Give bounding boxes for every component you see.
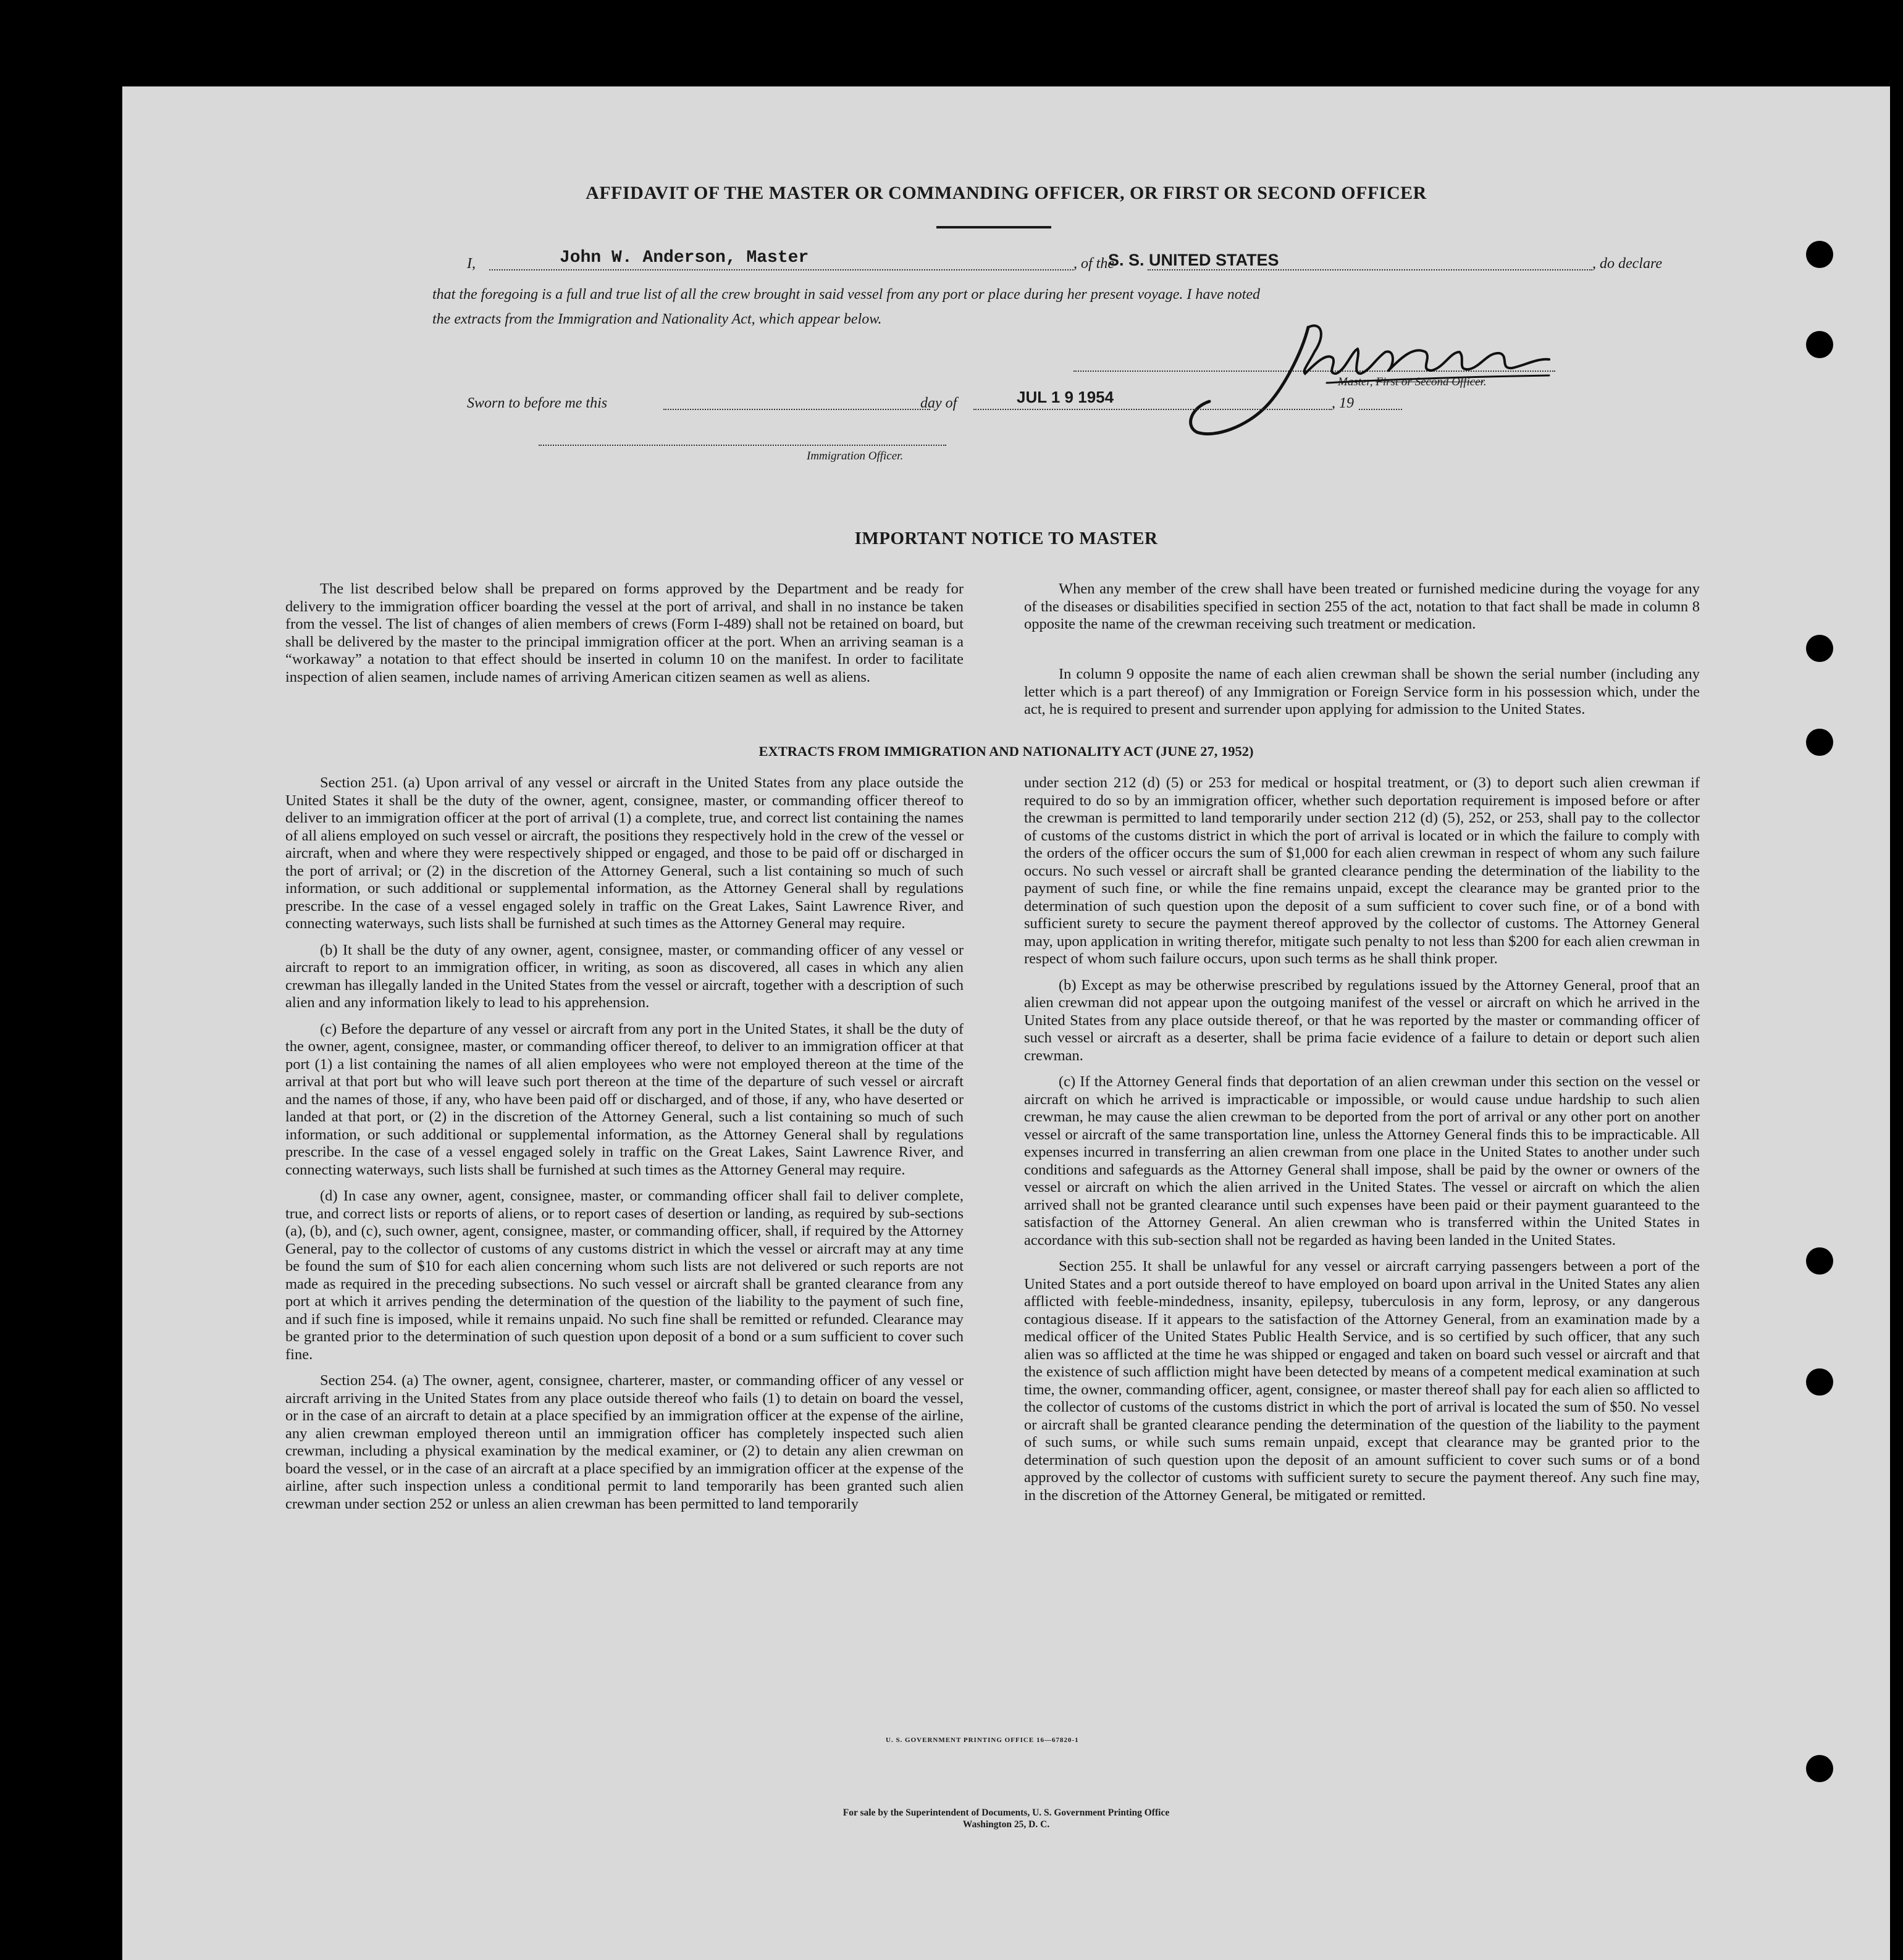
declaration-line-2: the extracts from the Immigration and Nationality Act, which appear below. [432,311,882,327]
immigration-officer-caption: Immigration Officer. [807,450,904,463]
notice-right-paragraph-1: When any member of the crew shall have been treated or furnished medicine during the voyage for any of the diseases or disabilities specified in section 255 of the act, notation to that fact shall be made in column 8 opposite the name of the crewman receiving such treatment or medication. [1024,580,1700,632]
declaration-line-1: that the foregoing is a full and true list of all the crew brought in said vessel from any port or place during her present voyage. I have noted [432,287,1261,303]
sale-notice [122,1807,1890,1830]
binder-hole [1806,635,1833,662]
section-251-d: (d) In case any owner, agent, consignee, master, or commanding officer shall fail to deliver complete, true, and correct lists or reports of aliens, or to report cases of desertion or landing, as required by sub-sections (a), (b), and (c), such owner, agent, consignee, master, or commanding officer, shall, if required by the Attorney General, pay to the collector of customs of any customs district in which the vessel or aircraft may at any time be found the sum of $10 for each alien concerning whom such lists are not delivered or such reports are not made as required in the preceding subsections. No such vessel or aircraft shall be granted clearance from any port at which it arrives pending the determination of the question of the liability to the payment of such fine, and if such fine is imposed, while it remains unpaid. No such fine shall be remitted or refunded. Clearance may be granted prior to the determination of such question upon deposit of a bond or a sum sufficient to cover such fine. [285,1187,964,1363]
section-254-a-continued: under section 212 (d) (5) or 253 for medical or hospital treatment, or (3) to deport such alien crewman if required to do so by an immigration officer, whether such deportation requirement is imposed before or after the crewman is permitted to land temporarily under section 212 (d) (5), 252, or 253, shall pay to the collector of customs of the customs district in which the port of arrival is located or in which the failure to comply with the orders of the officer occurs the sum of $1,000 for each alien crewman in respect of whom any such failure occurs. No such vessel or aircraft shall be granted clearance pending the determination of the liability to the payment of such fine, or while the fine remains unpaid, except the clearance may be granted prior to the determination of such question upon the deposit of a sum sufficient to cover such fine, or of a bond with sufficient surety to secure the payment thereof approved by the collector of customs. The Attorney General may, upon application in writing therefor, mitigate such penalty to not less than $200 for each alien crewman in respect of whom such failure occurs, upon such terms as he shall think proper. [1024,774,1700,967]
day-of-label: day of [920,395,957,411]
section-254-a: Section 254. (a) The owner, agent, consignee, charterer, master, or commanding officer of any vessel or aircraft arriving in the United States from any place outside thereof who fails (1) to detain on board the vessel, or in the case of an aircraft to detain at a place specified by an immigration officer at the expense of the airline, any alien crewman employed thereon until an immigration officer has completely inspected such alien crewman, including a physical examination by the medical examiner, or (2) to detain any alien crewman on board the vessel, or in the case of an aircraft at a place specified by an immigration officer at the expense of the airline, after such inspection unless a conditional permit to land temporarily has been granted such alien crewman under section 252 or unless an alien crewman has been permitted to land temporarily [285,1372,964,1512]
signer-title-caption [1338,375,1487,389]
binder-hole [1806,1755,1833,1782]
binder-hole [1806,241,1833,268]
binder-hole [1806,1368,1833,1396]
binder-hole [1806,331,1833,358]
section-251-a: Section 251. (a) Upon arrival of any vessel or aircraft in the United States from any place outside the United States it shall be the duty of the owner, agent, consignee, master, or commanding officer thereof to deliver to an immigration officer at the port of arrival (1) a complete, true, and correct list containing the names of all aliens employed on such vessel or aircraft, the positions they respectively hold in the crew of the vessel or aircraft, when and where they were respectively shipped or engaged, and those to be paid off or discharged in the port of arrival; or (2) in the discretion of the Attorney General, such a list containing so much of such information, or such additional or supplemental information, as the Attorney General shall by regulations prescribe. In the case of a vessel engaged solely in traffic on the Great Lakes, Saint Lawrence River, and connecting waterways, such lists shall be furnished at such times as the Attorney General may require. [285,774,964,932]
vessel-name-value: S. S. UNITED STATES [1108,251,1279,269]
notice-right-paragraph-2: In column 9 opposite the name of each alien crewman shall be shown the serial number (including any letter which is a part thereof) of any Immigration or Foreign Service form in his possession which, under the act, he is required to present and surrender upon applying for admission to the United States. [1024,666,1700,718]
section-251-b: (b) It shall be the duty of any owner, agent, consignee, master, or commanding officer of any vessel or aircraft to report to an immigration officer, in writing, as soon as discovered, all cases in which any alien crewman has illegally landed in the United States from the vessel or aircraft, together with a description of such alien and any information likely to lead to his apprehension. [285,941,964,1011]
section-251-c: (c) Before the departure of any vessel or aircraft from any port in the United States, it shall be the duty of the owner, agent, consignee, master, or commanding officer thereof, to deliver to an immigration officer at that port (1) a list containing the names of all alien employees who were not employed thereon at the time of the arrival at that port but who will leave such port thereon at the time of the departure of such vessel or aircraft and the names of those, if any, who have been paid off or discharged, and of those, if any, who have deserted or landed at that port, or (2) in the discretion of the Attorney General, such a list containing so much of such information, or such additional or supplemental information, as the Attorney General shall by regulations prescribe. In the case of a vessel engaged solely in traffic on the Great Lakes, Saint Lawrence River, and connecting waterways, such lists shall be furnished at such times as the Attorney General may require. [285,1020,964,1178]
section-254-c: (c) If the Attorney General finds that deportation of an alien crewman under this section on the vessel or aircraft on which he arrived is impracticable or impossible, or would cause undue hardship to such alien crewman, he may cause the alien crewman to be deported from the port of arrival or any other port on another vessel or aircraft of the same transportation line, unless the Attorney General finds this to be impracticable. All expenses incurred in transferring an alien crewman from one place in the United States to another under such conditions and safeguards as the Attorney General shall impose, shall be paid by the owner or owners of the vessel or aircraft on which the alien arrived in the United States. The vessel or aircraft on which the alien arrived shall not be granted clearance until such expenses have been paid or their payment guaranteed to the satisfaction of the Attorney General. An alien crewman who is transferred within the United States in accordance with this sub-section shall not be regarded as having been landed in the United States. [1024,1073,1700,1249]
extracts-left-column [285,774,964,1522]
sworn-day-line [663,409,930,410]
sworn-year-line [1359,409,1402,410]
i-label: I, [467,256,476,272]
printing-office-code: U. S. GOVERNMENT PRINTING OFFICE 16—67820-1 [886,1736,1079,1744]
signer-end-label: . [1483,375,1487,388]
date-stamp: JUL 1 9 1954 [1017,388,1114,406]
binder-hole [1806,1247,1833,1275]
sworn-label: Sworn to before me this [467,395,608,411]
name-field-line [489,269,1073,270]
sale-notice-line-1: For sale by the Superintendent of Documents, U. S. Government Printing Office [842,1807,1170,1818]
extracts-right-column [1024,774,1700,1513]
notice-left-paragraph: The list described below shall be prepared on forms approved by the Department and be ready for delivery to the immigration officer boarding the vessel at the port of arrival, and shall in no instance be taken from the vessel. The list of changes of alien members of crews (Form I-489) shall not be retained on board, but shall be delivered by the master to the principal immigration officer at the port. When an arriving seaman is a “workaway” a notation to that effect should be inserted in column 10 on the manifest. In order to facilitate inspection of alien seamen, include names of arriving American citizen seamen as well as aliens. [285,580,964,685]
section-255: Section 255. It shall be unlawful for any vessel or aircraft carrying passengers between a port of the United States and a port outside thereof to have employed on board upon arrival in the United States any alien afflicted with feeble-mindedness, insanity, epilepsy, tuberculosis in any form, leprosy, or any dangerous contagious disease. If it appears to the satisfaction of the Attorney General, from an examination made by a medical officer of the United States Public Health Service, and is so certified by such officer, that any such alien was so afflicted at the time he was shipped or engaged and taken on board such vessel or aircraft and that the existence of such affliction might have been detected by means of a competent medical examination at such time, the owner, commanding officer, agent, consignee, or master thereof shall pay for each alien so afflicted to the collector of customs of the customs district in which the port of arrival is located the sum of $50. No vessel or aircraft shall be granted clearance pending the determination of the question of the liability to the payment of such sums, or while such sums remain unpaid, except that clearance may be granted prior to the determination of such question upon the deposit of an amount sufficient to cover such sums or of a bond approved by the collector of customs with sufficient surety to secure the payment thereof. Any such fine may, in the discretion of the Attorney General, be mitigated or remitted. [1024,1258,1700,1504]
sale-notice-line-2: Washington 25, D. C. [962,1819,1050,1830]
section-254-b: (b) Except as may be otherwise prescribed by regulations issued by the Attorney General, proof that an alien crewman did not appear upon the outgoing manifest of the vessel or aircraft on which he arrived in the United States from any place outside thereof, or that he was reported by the master or commanding officer of such vessel or aircraft as a deserter, shall be prima facie evidence of a failure to detain or deport such alien crewman. [1024,976,1700,1064]
sworn-month-line [973,409,1332,410]
extracts-heading: EXTRACTS FROM IMMIGRATION AND NATIONALITY ACT (JUNE 27, 1952) [758,743,1254,759]
form-sheet [122,86,1890,1960]
signer-struck-label: First or Second Officer [1376,375,1484,388]
affidavit-title: AFFIDAVIT OF THE MASTER OR COMMANDING OFFICER, OR FIRST OR SECOND OFFICER [586,183,1427,203]
of-the-label: , of the [1073,256,1114,272]
title-rule [936,226,1051,228]
do-declare-label: , do declare [1592,256,1663,272]
immigration-officer-line [539,445,946,446]
master-name-value: John W. Anderson, Master [560,248,809,267]
year-suffix-label: , 19 [1332,395,1354,411]
notice-title: IMPORTANT NOTICE TO MASTER [854,529,1158,548]
signer-master-label: Master, [1338,375,1373,388]
